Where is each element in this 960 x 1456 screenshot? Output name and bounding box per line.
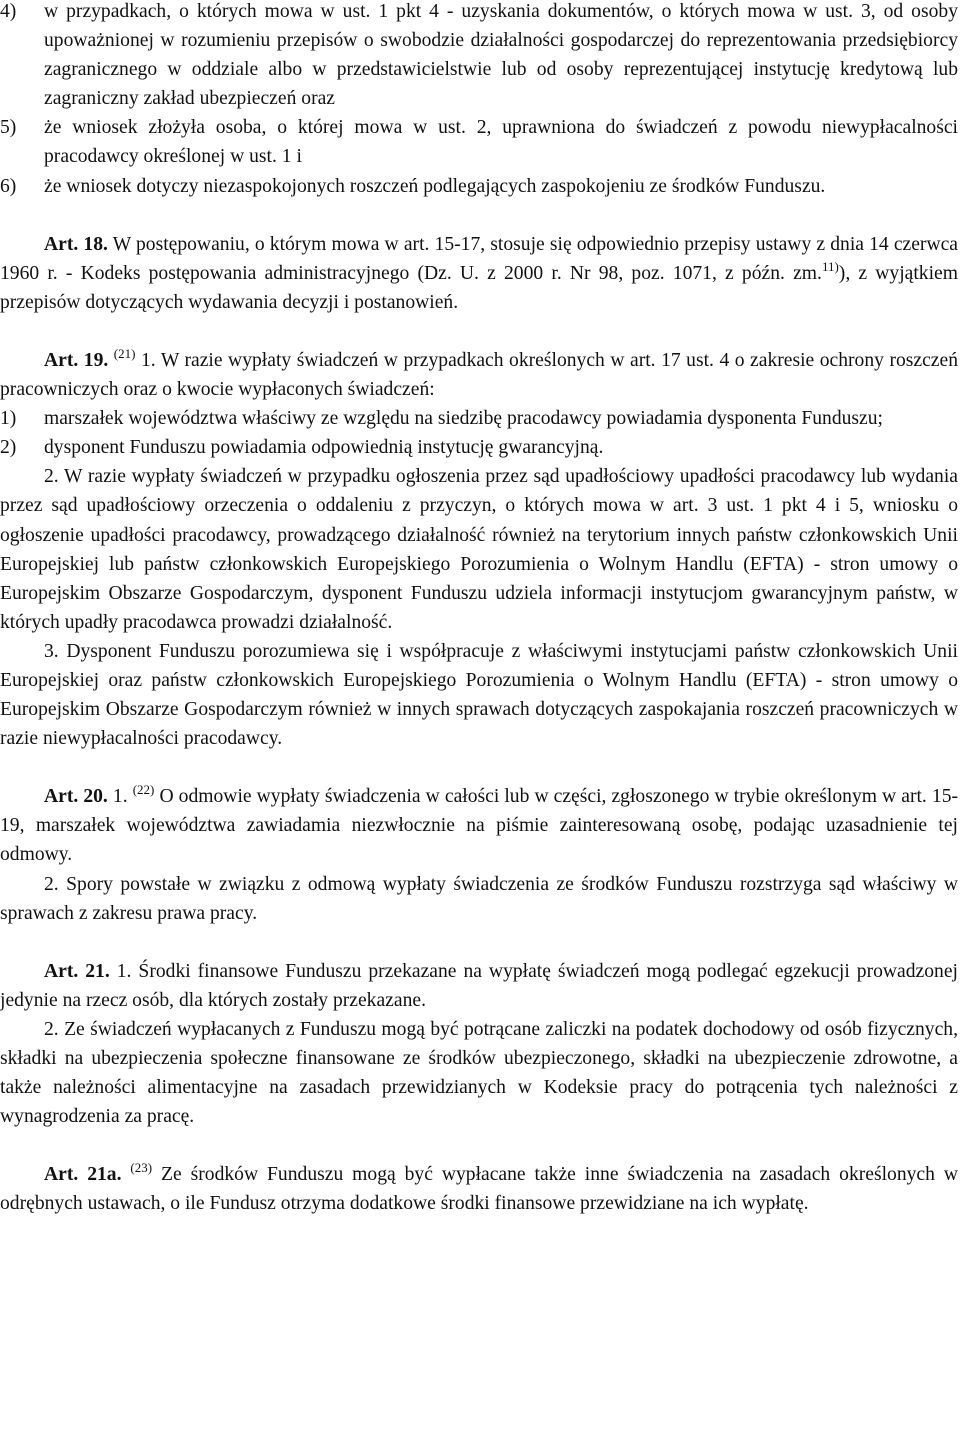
list-text: że wniosek złożyła osoba, o której mowa w ust. 2, uprawniona do świadczeń z powodu niewypłacalności pracodawcy określonej w ust. 1 i — [44, 117, 958, 168]
footnote-ref: (22) — [132, 782, 155, 798]
article-19-para-2 — [0, 462, 958, 637]
paragraph-number: 1. — [140, 349, 156, 371]
paragraph-text: Spory powstałe w związku z odmową wypłaty świadczenia ze środków Funduszu rozstrzyga sąd właściwy w sprawach z zakresu prawa pracy. — [0, 873, 958, 924]
list-number: 6) — [0, 175, 17, 197]
paragraph-text: O odmowie wypłaty świadczenia w całości lub w części, zgłoszonego w trybie określonym w art. 15-19, marszałek województwa zawiadamia niezwłocznie na piśmie zainteresowaną osobę, podając uzasadnienie tej odmowy. — [0, 786, 959, 866]
article-20-para-2 — [0, 870, 958, 928]
list-number: 4) — [0, 1, 17, 22]
paragraph-text: Środki finansowe Funduszu przekazane na wypłatę świadczeń mogą podlegać egzekucji prowadzonej jedynie na rzecz osób, dla których zostały przekazane. — [0, 960, 958, 1011]
paragraph-text: Dysponent Funduszu porozumiewa się i współpracuje z właściwymi instytucjami państw członkowskich Unii Europejskiej oraz państw członkowskich Europejskiego Porozumienia o Wolnym Handlu (EFTA) - stron umowy o Europejskim Obszarze Gospodarczym również w innych sprawach dotyczących zaspokajania roszczeń pracowniczych w razie niewypłacalności pracodawcy. — [0, 640, 958, 750]
list-text: że wniosek dotyczy niezaspokojonych roszczeń podlegających zaspokojeniu ze środków Funduszu. — [44, 175, 826, 197]
paragraph-text: W razie wypłaty świadczeń w przypadku ogłoszenia przez sąd upadłościowy upadłości pracodawcy lub wydania przez sąd upadłościowy orzeczenia o oddaleniu z przyczyn, o których mowa w art. 3 ust. 1 pkt 4 i 5, wniosku o ogłoszenie upadłości pracodawcy, prowadzącego działalność również na terytorium innych państw członkowskich Unii Europejskiej lub państw członkowskich Europejskiego Porozumienia o Wolnym Handlu (EFTA) - stron umowy o Europejskim Obszarze Gospodarczym, dysponent Funduszu udziela informacji instytucjom gwarancyjnym państw, w których upadły pracodawca prowadzi działalność. — [0, 466, 958, 633]
article-21a — [0, 1160, 958, 1218]
paragraph-number: 2. — [44, 873, 59, 895]
list-item-5 — [0, 113, 958, 171]
list-number: 5) — [0, 117, 17, 139]
article-label: Art. 18. — [44, 233, 108, 255]
article-20-para-1 — [0, 782, 958, 869]
paragraph-number: 1. — [112, 786, 128, 808]
article-label: Art. 19. — [44, 349, 109, 371]
footnote-ref: 11) — [821, 258, 839, 274]
paragraph-number: 1. — [116, 960, 132, 982]
list-text: marszałek województwa właściwy ze względu na siedzibę pracodawcy powiadamia dysponenta Funduszu; — [44, 408, 883, 430]
paragraph-text: Ze świadczeń wypłacanych z Funduszu mogą być potrącane zaliczki na podatek dochodowy od osób fizycznych, składki na ubezpieczenia społeczne finansowane ze środków ubezpieczonego, składki na ubezpieczenie zdrowotne, a także należności alimentacyjne na zasadach przewidzianych w Kodeksie pracy do potrącenia tych należności z wynagrodzenia za pracę. — [0, 1018, 958, 1128]
list-item-4 — [0, 0, 958, 113]
article-21-para-2 — [0, 1015, 958, 1131]
article-19-item-2 — [0, 433, 958, 462]
list-number: 2) — [0, 437, 17, 459]
footnote-ref: (23) — [130, 1160, 153, 1176]
footnote-ref: (21) — [113, 345, 136, 361]
list-number: 1) — [0, 408, 17, 430]
article-18 — [0, 230, 958, 317]
paragraph-number: 2. — [44, 466, 59, 488]
list-text: w przypadkach, o których mowa w ust. 1 pkt 4 - uzyskania dokumentów, o których mowa w ust. 3, od osoby upoważnionej w rozumieniu przepisów o swobodzie działalności gospodarczej do reprezentowania przedsiębiorcy zagranicznego w oddziale albo w przedstawicielstwie lub od osoby reprezentującej instytucję kredytową lub zagraniczny zakład ubezpieczeń oraz — [44, 1, 958, 110]
article-label: Art. 21a. — [44, 1164, 122, 1186]
paragraph-number: 3. — [44, 640, 59, 662]
paragraph-text: W razie wypłaty świadczeń w przypadkach określonych w art. 17 ust. 4 o zakresie ochrony roszczeń pracowniczych oraz o kwocie wypłaconych świadczeń: — [0, 349, 958, 401]
article-text: W postępowaniu, o którym mowa w art. 15-17, stosuje się odpowiednio przepisy ustawy z dnia 14 czerwca 1960 r. - Kodeks postępowania administracyjnego (Dz. U. z 2000 r. Nr 98, poz. 1071, z późn. zm. — [0, 233, 958, 284]
article-19-para-1 — [0, 346, 958, 404]
article-19-item-1 — [0, 404, 958, 433]
article-label: Art. 21. — [44, 960, 110, 982]
article-19-para-3 — [0, 637, 958, 753]
list-text: dysponent Funduszu powiadamia odpowiednią instytucję gwarancyjną. — [44, 437, 604, 459]
article-text: ), z wyjątkiem przepisów dotyczących wydawania decyzji i postanowień. — [0, 262, 958, 313]
article-21-para-1 — [0, 957, 958, 1015]
article-label: Art. 20. — [44, 786, 108, 808]
article-text: Ze środków Funduszu mogą być wypłacane także inne świadczenia na zasadach określonych w odrębnych ustawach, o ile Fundusz otrzyma dodatkowe środki finansowe przewidziane na ich wypłatę. — [0, 1164, 958, 1215]
list-item-6 — [0, 172, 958, 201]
paragraph-number: 2. — [44, 1018, 59, 1040]
